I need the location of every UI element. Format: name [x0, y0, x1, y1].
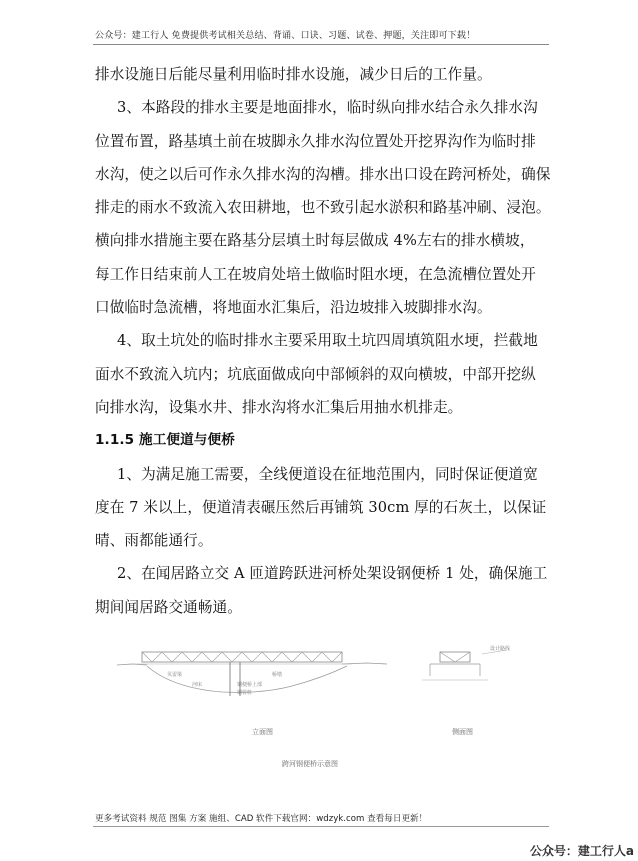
body-line: 1、为满足施工需要，全线便道设在征地范围内，同时保证便道宽 — [117, 465, 538, 483]
side-truss — [440, 652, 470, 662]
section-heading: 1.1.5 施工便道与便桥 — [95, 432, 235, 449]
figure-small-label: 贝雷梁 — [167, 672, 183, 678]
side-view-label: 侧面图 — [452, 728, 473, 736]
figure-small-label: 河床 — [192, 682, 203, 688]
side-supports — [430, 664, 480, 676]
side-truss-web — [440, 652, 470, 662]
bridge-figure — [112, 640, 532, 790]
riverbed-curve — [147, 666, 347, 692]
elevation-view-label: 立面图 — [252, 728, 273, 736]
body-line: 排走的雨水不致流入农田耕地，也不致引起水淤积和路基冲刷、浸泡。 — [95, 199, 551, 217]
figure-small-label: 设计路线 — [490, 646, 511, 652]
body-line: 水沟，使之以后可作永久排水沟的沟槽。排水出口设在跨河桥处，确保 — [95, 165, 551, 183]
page-footer: 更多考试资料 规范 图集 方案 施组、CAD 软件下载官网：wdzyk.com 查看每日更新！ — [95, 814, 428, 824]
page-header: 公众号：建工行人 免费提供考试相关总结、背诵、口诀、习题、试卷、押题，关注即可下载！ — [95, 31, 476, 41]
body-line: 位置布置，路基填土前在坡脚永久排水沟位置处开挖界沟作为临时排 — [95, 132, 536, 150]
body-line: 向排水沟，设集水井、排水沟将水汇集后用抽水机排走。 — [95, 398, 463, 416]
body-line: 度在 7 米以上，便道清表碾压然后再铺筑 30cm 厚的石灰土，以保证 — [95, 498, 547, 516]
body-line: 排水设施日后能尽量利用临时排水设施，减少日后的工作量。 — [95, 66, 492, 83]
document-body — [95, 58, 553, 624]
body-line: 每工作日结束前人工在坡肩处培土做临时阻水埂，在急流槽位置处开 — [95, 265, 536, 283]
figure-small-label: 钢管桩 — [237, 690, 253, 696]
watermark-text: 公众号：建工行人a — [529, 844, 634, 858]
body-line: 3、本路段的排水主要是地面排水，临时纵向排水结合永久排水沟 — [117, 99, 538, 117]
body-line: 口做临时急流槽，将地面水汇集后，沿边坡排入坡脚排水沟。 — [95, 299, 492, 317]
truss-frame — [142, 652, 342, 662]
body-line: 2、在闻居路立交 A 匝道跨跃进河桥处架设钢便桥 1 处，确保施工 — [117, 565, 548, 583]
body-line: 面水不致流入坑内；坑底面做成向中部倾斜的双向横坡，中部开挖纵 — [95, 365, 536, 383]
body-line: 期间闻居路交通畅通。 — [95, 598, 242, 616]
body-line: 横向排水措施主要在路基分层填土时每层做成 4%左右的排水横坡， — [95, 232, 535, 250]
body-line: 4、取土坑处的临时排水主要采用取土坑四周填筑阻水埂，拦截地 — [117, 332, 538, 350]
figure-small-label: 桥墩 — [272, 672, 283, 678]
footer-divider — [93, 826, 549, 827]
figure-small-label: 钢便桥上部 — [237, 682, 263, 688]
figure-caption: 跨河钢便桥示意图 — [282, 760, 338, 768]
header-divider — [93, 44, 549, 45]
body-line: 晴、雨都能通行。 — [95, 532, 213, 550]
truss-web — [142, 652, 342, 662]
bridge-drawing — [112, 640, 532, 790]
